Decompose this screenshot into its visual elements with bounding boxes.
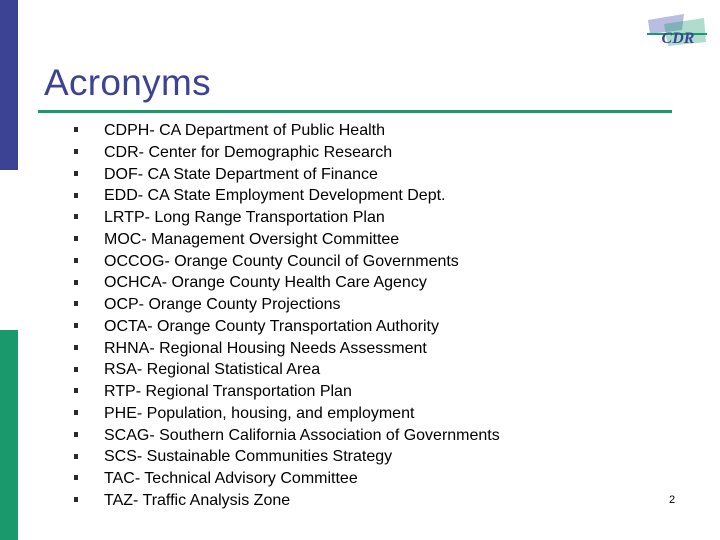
acronym-text: SCAG- Southern California Association of Governments xyxy=(104,426,500,444)
acronym-item xyxy=(74,229,500,251)
acronym-text: TAZ- Traffic Analysis Zone xyxy=(104,491,291,509)
acronym-item xyxy=(74,294,500,316)
acronym-item xyxy=(74,316,500,338)
acronym-text: RSA- Regional Statistical Area xyxy=(104,361,321,379)
acronym-text: CDPH- CA Department of Public Health xyxy=(104,122,385,139)
acronym-text: TAC- Technical Advisory Committee xyxy=(104,470,358,487)
acronym-item xyxy=(74,381,500,403)
bullet-icon xyxy=(74,301,78,306)
bullet-icon xyxy=(74,388,78,393)
acronym-item xyxy=(74,359,500,381)
acronym-text: OCCOG- Orange County Council of Governments xyxy=(104,252,459,270)
acronym-item xyxy=(74,207,500,229)
acronym-item xyxy=(74,490,500,512)
bullet-icon xyxy=(74,432,78,437)
bullet-icon xyxy=(74,410,78,415)
side-bar-bottom xyxy=(0,330,18,540)
acronym-text: CDR- Center for Demographic Research xyxy=(104,143,393,161)
acronym-item xyxy=(74,272,500,294)
bullet-icon xyxy=(74,214,78,219)
acronym-text: EDD- CA State Employment Development Dept. xyxy=(104,187,446,205)
acronym-text: LRTP- Long Range Transportation Plan xyxy=(104,209,385,226)
acronym-text: RHNA- Regional Housing Needs Assessment xyxy=(104,339,427,357)
acronym-text: OCHCA- Orange County Health Care Agency xyxy=(104,274,427,292)
bullet-icon xyxy=(74,280,78,285)
acronym-text: RTP- Regional Transportation Plan xyxy=(104,383,352,400)
bullet-icon xyxy=(74,323,78,328)
acronym-item xyxy=(74,446,500,468)
acronym-item xyxy=(74,403,500,425)
acronym-text: PHE- Population, housing, and employment xyxy=(104,404,415,422)
acronym-item xyxy=(74,338,500,360)
acronym-text: OCTA- Orange County Transportation Authority xyxy=(104,317,439,335)
side-bar-middle xyxy=(0,170,18,330)
bullet-icon xyxy=(74,236,78,241)
acronym-item xyxy=(74,164,500,186)
bullet-icon xyxy=(74,193,78,198)
acronym-item xyxy=(74,185,500,207)
acronym-item xyxy=(74,468,500,490)
acronym-text: SCS- Sustainable Communities Strategy xyxy=(104,448,393,466)
acronym-item xyxy=(74,425,500,447)
acronym-item xyxy=(74,120,500,142)
bullet-icon xyxy=(74,475,78,480)
title-underline xyxy=(38,110,672,113)
bullet-icon xyxy=(74,345,78,350)
side-bar-top xyxy=(0,0,18,170)
acronym-text: OCP- Orange County Projections xyxy=(104,296,341,313)
acronym-text: MOC- Management Oversight Committee xyxy=(104,230,400,248)
bullet-icon xyxy=(74,454,78,459)
bullet-icon xyxy=(74,258,78,263)
bullet-icon xyxy=(74,127,78,132)
bullet-icon xyxy=(74,497,78,502)
page-title: Acronyms xyxy=(44,62,211,103)
bullet-icon xyxy=(74,149,78,154)
bullet-icon xyxy=(74,367,78,372)
acronym-list xyxy=(74,120,500,512)
bullet-icon xyxy=(74,171,78,176)
logo-text: CDR xyxy=(661,30,695,47)
acronym-item xyxy=(74,251,500,273)
acronym-item xyxy=(74,142,500,164)
cdr-logo xyxy=(644,12,710,50)
acronym-text: DOF- CA State Department of Finance xyxy=(104,165,378,183)
page-number: 2 xyxy=(669,494,676,506)
